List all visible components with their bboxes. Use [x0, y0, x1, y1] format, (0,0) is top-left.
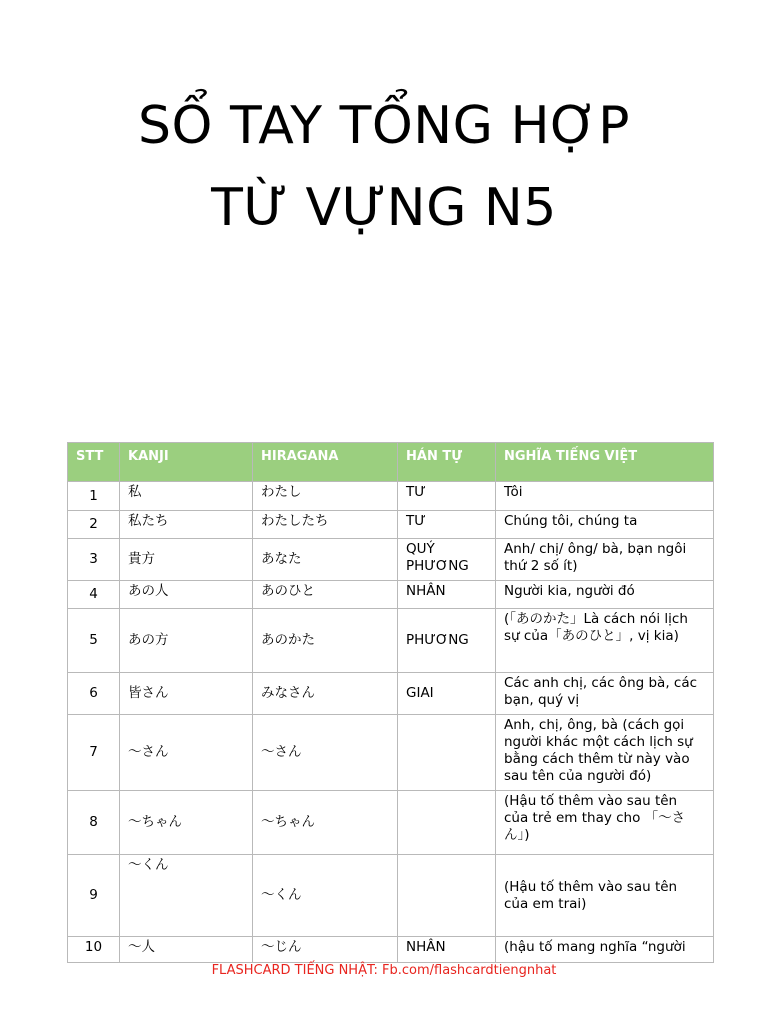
cell-stt: 4: [68, 581, 120, 609]
cell-hiragana: わたし: [253, 482, 398, 511]
cell-nghia: (hậu tố mang nghĩa “người: [496, 937, 714, 963]
cell-nghia: Người kia, người đó: [496, 581, 714, 609]
header-han-tu: HÁN TỰ: [398, 443, 496, 482]
cell-nghia: Anh, chị, ông, bà (cách gọi người khác một cách lịch sự bằng cách thêm từ này vào sau tên của người đó): [496, 715, 714, 791]
cell-kanji: 私: [120, 482, 253, 511]
cell-hiragana: ～じん: [253, 937, 398, 963]
cell-stt: 5: [68, 609, 120, 673]
cell-kanji: ～さん: [120, 715, 253, 791]
cell-nghia: (Hậu tố thêm vào sau tên của trẻ em thay cho 「～さん」): [496, 791, 714, 855]
cell-hiragana: わたしたち: [253, 511, 398, 539]
table-row: [68, 482, 714, 511]
table-row: [68, 511, 714, 539]
header-nghia: NGHĨA TIẾNG VIỆT: [496, 443, 714, 482]
cell-stt: 8: [68, 791, 120, 855]
header-stt: STT: [68, 443, 120, 482]
cell-nghia: Chúng tôi, chúng ta: [496, 511, 714, 539]
cell-han-tu: [398, 855, 496, 937]
table-header-row: [68, 443, 714, 482]
header-hiragana: HIRAGANA: [253, 443, 398, 482]
cell-han-tu: GIAI: [398, 673, 496, 715]
table-row: [68, 539, 714, 581]
cell-han-tu: [398, 791, 496, 855]
cell-stt: 10: [68, 937, 120, 963]
cell-kanji: あの人: [120, 581, 253, 609]
cell-nghia: (Hậu tố thêm vào sau tên của em trai): [496, 855, 714, 937]
document-title-line-2: TỪ VỰNG N5: [211, 178, 557, 238]
cell-stt: 2: [68, 511, 120, 539]
cell-stt: 9: [68, 855, 120, 937]
cell-hiragana: みなさん: [253, 673, 398, 715]
cell-han-tu: TƯ: [398, 482, 496, 511]
cell-hiragana: ～さん: [253, 715, 398, 791]
cell-nghia: Tôi: [496, 482, 714, 511]
cell-hiragana: ～ちゃん: [253, 791, 398, 855]
cell-kanji: 貴方: [120, 539, 253, 581]
table-row: [68, 791, 714, 855]
table-row: [68, 937, 714, 963]
cell-han-tu: NHÂN: [398, 581, 496, 609]
cell-kanji: 皆さん: [120, 673, 253, 715]
cell-stt: 3: [68, 539, 120, 581]
cell-stt: 1: [68, 482, 120, 511]
cell-han-tu: QUÝ PHƯƠNG: [398, 539, 496, 581]
table-row: [68, 673, 714, 715]
header-kanji: KANJI: [120, 443, 253, 482]
table-row: [68, 715, 714, 791]
table-row: [68, 581, 714, 609]
cell-han-tu: NHÂN: [398, 937, 496, 963]
cell-han-tu: TƯ: [398, 511, 496, 539]
cell-kanji: ～ちゃん: [120, 791, 253, 855]
cell-hiragana: あなた: [253, 539, 398, 581]
cell-nghia: Anh/ chị/ ông/ bà, bạn ngôi thứ 2 số ít): [496, 539, 714, 581]
cell-kanji: ～くん: [120, 855, 253, 937]
cell-kanji: ～人: [120, 937, 253, 963]
cell-han-tu: PHƯƠNG: [398, 609, 496, 673]
cell-kanji: あの方: [120, 609, 253, 673]
document-title-line-1: SỔ TAY TỔNG HỢP: [138, 96, 630, 156]
cell-kanji: 私たち: [120, 511, 253, 539]
table-row: [68, 855, 714, 937]
cell-hiragana: あのひと: [253, 581, 398, 609]
cell-hiragana: あのかた: [253, 609, 398, 673]
cell-hiragana: ～くん: [253, 855, 398, 937]
table-row: [68, 609, 714, 673]
cell-nghia: (「あのかた」Là cách nói lịch sự của「あのひと」, vị kia): [496, 609, 714, 673]
cell-stt: 7: [68, 715, 120, 791]
cell-nghia: Các anh chị, các ông bà, các bạn, quý vị: [496, 673, 714, 715]
vocabulary-table: [67, 442, 714, 963]
cell-han-tu: [398, 715, 496, 791]
cell-stt: 6: [68, 673, 120, 715]
footer-credit: FLASHCARD TIẾNG NHẬT: Fb.com/flashcardtiengnhat: [211, 963, 557, 978]
